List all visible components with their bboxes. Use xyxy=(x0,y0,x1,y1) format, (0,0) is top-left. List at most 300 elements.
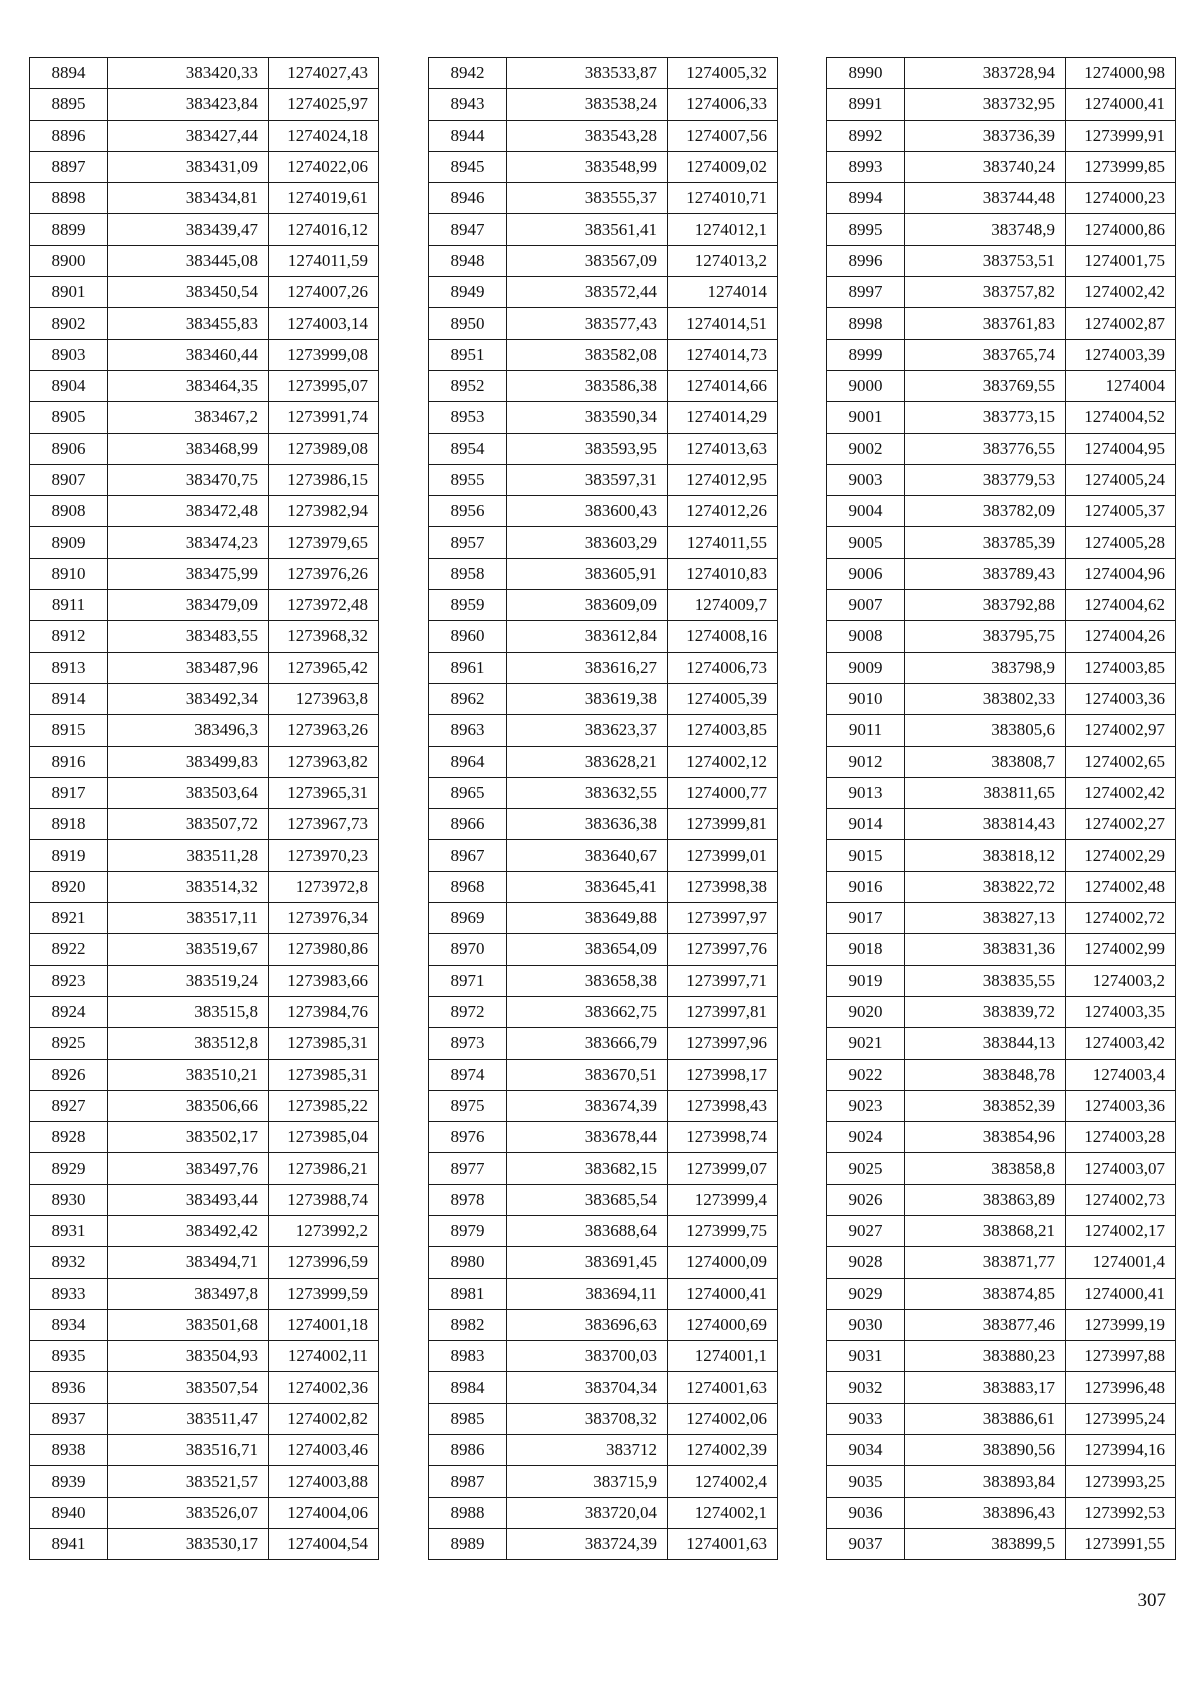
point-number-cell: 9005 xyxy=(827,527,905,558)
x-coordinate-cell: 383666,79 xyxy=(507,1028,668,1059)
table-row xyxy=(429,58,778,89)
y-coordinate-cell: 1274002,36 xyxy=(269,1372,379,1403)
table-row xyxy=(827,1372,1176,1403)
table-row xyxy=(827,1153,1176,1184)
y-coordinate-cell: 1274013,2 xyxy=(668,245,778,276)
y-coordinate-cell: 1274014,66 xyxy=(668,370,778,401)
point-number-cell: 8921 xyxy=(30,903,108,934)
point-number-cell: 8978 xyxy=(429,1184,507,1215)
x-coordinate-cell: 383854,96 xyxy=(905,1122,1066,1153)
point-number-cell: 9006 xyxy=(827,558,905,589)
x-coordinate-cell: 383499,83 xyxy=(108,746,269,777)
x-coordinate-cell: 383427,44 xyxy=(108,120,269,151)
point-number-cell: 8966 xyxy=(429,809,507,840)
table-row xyxy=(30,496,379,527)
point-number-cell: 9018 xyxy=(827,934,905,965)
point-number-cell: 8958 xyxy=(429,558,507,589)
x-coordinate-cell: 383785,39 xyxy=(905,527,1066,558)
point-number-cell: 8975 xyxy=(429,1090,507,1121)
point-number-cell: 8989 xyxy=(429,1528,507,1559)
table-row xyxy=(30,558,379,589)
table-row xyxy=(429,715,778,746)
x-coordinate-cell: 383805,6 xyxy=(905,715,1066,746)
y-coordinate-cell: 1273976,26 xyxy=(269,558,379,589)
table-row xyxy=(429,277,778,308)
x-coordinate-cell: 383728,94 xyxy=(905,58,1066,89)
x-coordinate-cell: 383835,55 xyxy=(905,965,1066,996)
y-coordinate-cell: 1273986,15 xyxy=(269,464,379,495)
y-coordinate-cell: 1273985,22 xyxy=(269,1090,379,1121)
x-coordinate-cell: 383561,41 xyxy=(507,214,668,245)
point-number-cell: 8939 xyxy=(30,1466,108,1497)
x-coordinate-cell: 383883,17 xyxy=(905,1372,1066,1403)
point-number-cell: 8968 xyxy=(429,871,507,902)
point-number-cell: 8907 xyxy=(30,464,108,495)
y-coordinate-cell: 1274005,37 xyxy=(1066,496,1176,527)
table-row xyxy=(429,1528,778,1559)
y-coordinate-cell: 1273972,48 xyxy=(269,590,379,621)
table-row xyxy=(429,996,778,1027)
table-row xyxy=(827,871,1176,902)
y-coordinate-cell: 1274012,1 xyxy=(668,214,778,245)
y-coordinate-cell: 1274002,11 xyxy=(269,1341,379,1372)
table-row xyxy=(827,1309,1176,1340)
point-number-cell: 8956 xyxy=(429,496,507,527)
point-number-cell: 9000 xyxy=(827,370,905,401)
y-coordinate-cell: 1274003,42 xyxy=(1066,1028,1176,1059)
y-coordinate-cell: 1273986,21 xyxy=(269,1153,379,1184)
table-row xyxy=(30,402,379,433)
y-coordinate-cell: 1274003,36 xyxy=(1066,683,1176,714)
y-coordinate-cell: 1273999,4 xyxy=(668,1184,778,1215)
x-coordinate-cell: 383533,87 xyxy=(507,58,668,89)
table-row xyxy=(429,1153,778,1184)
point-number-cell: 8974 xyxy=(429,1059,507,1090)
y-coordinate-cell: 1274000,09 xyxy=(668,1247,778,1278)
y-coordinate-cell: 1273999,19 xyxy=(1066,1309,1176,1340)
y-coordinate-cell: 1273999,07 xyxy=(668,1153,778,1184)
table-row xyxy=(827,683,1176,714)
table-row xyxy=(429,183,778,214)
point-number-cell: 9007 xyxy=(827,590,905,621)
table-row xyxy=(827,965,1176,996)
table-row xyxy=(827,496,1176,527)
point-number-cell: 8924 xyxy=(30,996,108,1027)
point-number-cell: 8914 xyxy=(30,683,108,714)
y-coordinate-cell: 1274005,32 xyxy=(668,58,778,89)
x-coordinate-cell: 383877,46 xyxy=(905,1309,1066,1340)
table-row xyxy=(827,1435,1176,1466)
y-coordinate-cell: 1274003,88 xyxy=(269,1466,379,1497)
point-number-cell: 8900 xyxy=(30,245,108,276)
y-coordinate-cell: 1273988,74 xyxy=(269,1184,379,1215)
table-row xyxy=(827,1497,1176,1528)
x-coordinate-cell: 383567,09 xyxy=(507,245,668,276)
table-row xyxy=(827,809,1176,840)
x-coordinate-cell: 383748,9 xyxy=(905,214,1066,245)
x-coordinate-cell: 383779,53 xyxy=(905,464,1066,495)
point-number-cell: 8952 xyxy=(429,370,507,401)
point-number-cell: 8986 xyxy=(429,1435,507,1466)
point-number-cell: 8980 xyxy=(429,1247,507,1278)
table-row xyxy=(30,809,379,840)
y-coordinate-cell: 1273963,82 xyxy=(269,746,379,777)
x-coordinate-cell: 383712 xyxy=(507,1435,668,1466)
x-coordinate-cell: 383507,72 xyxy=(108,809,269,840)
table-row xyxy=(827,1341,1176,1372)
x-coordinate-cell: 383623,37 xyxy=(507,715,668,746)
point-number-cell: 8960 xyxy=(429,621,507,652)
point-number-cell: 9033 xyxy=(827,1403,905,1434)
table-row xyxy=(827,402,1176,433)
table-row xyxy=(30,527,379,558)
point-number-cell: 8931 xyxy=(30,1215,108,1246)
y-coordinate-cell: 1273992,2 xyxy=(269,1215,379,1246)
table-row xyxy=(30,433,379,464)
y-coordinate-cell: 1274003,4 xyxy=(1066,1059,1176,1090)
table-row xyxy=(827,1059,1176,1090)
table-row xyxy=(30,89,379,120)
y-coordinate-cell: 1273992,53 xyxy=(1066,1497,1176,1528)
x-coordinate-cell: 383890,56 xyxy=(905,1435,1066,1466)
coordinates-table-3 xyxy=(826,57,1176,1560)
y-coordinate-cell: 1274001,75 xyxy=(1066,245,1176,276)
point-number-cell: 8908 xyxy=(30,496,108,527)
point-number-cell: 8962 xyxy=(429,683,507,714)
table-row xyxy=(429,496,778,527)
y-coordinate-cell: 1274002,99 xyxy=(1066,934,1176,965)
table-row xyxy=(429,1215,778,1246)
x-coordinate-cell: 383497,8 xyxy=(108,1278,269,1309)
table-row xyxy=(30,1028,379,1059)
table-row xyxy=(429,245,778,276)
x-coordinate-cell: 383515,8 xyxy=(108,996,269,1027)
y-coordinate-cell: 1274006,33 xyxy=(668,89,778,120)
y-coordinate-cell: 1274004 xyxy=(1066,370,1176,401)
x-coordinate-cell: 383431,09 xyxy=(108,151,269,182)
x-coordinate-cell: 383519,67 xyxy=(108,934,269,965)
x-coordinate-cell: 383674,39 xyxy=(507,1090,668,1121)
point-number-cell: 8936 xyxy=(30,1372,108,1403)
y-coordinate-cell: 1274003,46 xyxy=(269,1435,379,1466)
table-row xyxy=(429,903,778,934)
x-coordinate-cell: 383450,54 xyxy=(108,277,269,308)
x-coordinate-cell: 383616,27 xyxy=(507,652,668,683)
table-row xyxy=(429,214,778,245)
x-coordinate-cell: 383582,08 xyxy=(507,339,668,370)
x-coordinate-cell: 383818,12 xyxy=(905,840,1066,871)
point-number-cell: 8996 xyxy=(827,245,905,276)
point-number-cell: 8938 xyxy=(30,1435,108,1466)
y-coordinate-cell: 1273985,31 xyxy=(269,1059,379,1090)
table-row xyxy=(429,840,778,871)
point-number-cell: 8937 xyxy=(30,1403,108,1434)
table-row xyxy=(827,277,1176,308)
x-coordinate-cell: 383636,38 xyxy=(507,809,668,840)
y-coordinate-cell: 1274011,59 xyxy=(269,245,379,276)
point-number-cell: 8894 xyxy=(30,58,108,89)
point-number-cell: 8963 xyxy=(429,715,507,746)
point-number-cell: 8911 xyxy=(30,590,108,621)
x-coordinate-cell: 383474,23 xyxy=(108,527,269,558)
x-coordinate-cell: 383694,11 xyxy=(507,1278,668,1309)
point-number-cell: 8927 xyxy=(30,1090,108,1121)
y-coordinate-cell: 1274014,51 xyxy=(668,308,778,339)
x-coordinate-cell: 383434,81 xyxy=(108,183,269,214)
point-number-cell: 8949 xyxy=(429,277,507,308)
y-coordinate-cell: 1273970,23 xyxy=(269,840,379,871)
y-coordinate-cell: 1274000,41 xyxy=(668,1278,778,1309)
table-row xyxy=(30,996,379,1027)
y-coordinate-cell: 1273982,94 xyxy=(269,496,379,527)
point-number-cell: 8973 xyxy=(429,1028,507,1059)
x-coordinate-cell: 383678,44 xyxy=(507,1122,668,1153)
y-coordinate-cell: 1273965,31 xyxy=(269,777,379,808)
table-row xyxy=(429,433,778,464)
x-coordinate-cell: 383526,07 xyxy=(108,1497,269,1528)
table-row xyxy=(827,433,1176,464)
table-row xyxy=(30,1184,379,1215)
table-row xyxy=(30,1341,379,1372)
table-row xyxy=(429,683,778,714)
x-coordinate-cell: 383696,63 xyxy=(507,1309,668,1340)
x-coordinate-cell: 383765,74 xyxy=(905,339,1066,370)
y-coordinate-cell: 1274025,97 xyxy=(269,89,379,120)
x-coordinate-cell: 383839,72 xyxy=(905,996,1066,1027)
point-number-cell: 8970 xyxy=(429,934,507,965)
y-coordinate-cell: 1274004,06 xyxy=(269,1497,379,1528)
point-number-cell: 8925 xyxy=(30,1028,108,1059)
table-row xyxy=(429,965,778,996)
x-coordinate-cell: 383439,47 xyxy=(108,214,269,245)
table-row xyxy=(827,934,1176,965)
point-number-cell: 8906 xyxy=(30,433,108,464)
table-row xyxy=(429,1059,778,1090)
x-coordinate-cell: 383662,75 xyxy=(507,996,668,1027)
x-coordinate-cell: 383744,48 xyxy=(905,183,1066,214)
point-number-cell: 8993 xyxy=(827,151,905,182)
y-coordinate-cell: 1273976,34 xyxy=(269,903,379,934)
x-coordinate-cell: 383802,33 xyxy=(905,683,1066,714)
y-coordinate-cell: 1274002,06 xyxy=(668,1403,778,1434)
table-row xyxy=(429,871,778,902)
y-coordinate-cell: 1273967,73 xyxy=(269,809,379,840)
y-coordinate-cell: 1274001,1 xyxy=(668,1341,778,1372)
x-coordinate-cell: 383470,75 xyxy=(108,464,269,495)
x-coordinate-cell: 383782,09 xyxy=(905,496,1066,527)
x-coordinate-cell: 383464,35 xyxy=(108,370,269,401)
point-number-cell: 8913 xyxy=(30,652,108,683)
point-number-cell: 8920 xyxy=(30,871,108,902)
x-coordinate-cell: 383880,23 xyxy=(905,1341,1066,1372)
y-coordinate-cell: 1274002,1 xyxy=(668,1497,778,1528)
y-coordinate-cell: 1273979,65 xyxy=(269,527,379,558)
x-coordinate-cell: 383496,3 xyxy=(108,715,269,746)
x-coordinate-cell: 383811,65 xyxy=(905,777,1066,808)
point-number-cell: 8941 xyxy=(30,1528,108,1559)
x-coordinate-cell: 383512,8 xyxy=(108,1028,269,1059)
point-number-cell: 8917 xyxy=(30,777,108,808)
x-coordinate-cell: 383506,66 xyxy=(108,1090,269,1121)
y-coordinate-cell: 1273999,08 xyxy=(269,339,379,370)
table-row xyxy=(429,1341,778,1372)
point-number-cell: 9028 xyxy=(827,1247,905,1278)
y-coordinate-cell: 1273996,59 xyxy=(269,1247,379,1278)
x-coordinate-cell: 383886,61 xyxy=(905,1403,1066,1434)
table-row xyxy=(827,590,1176,621)
y-coordinate-cell: 1274000,23 xyxy=(1066,183,1176,214)
table-row xyxy=(30,746,379,777)
point-number-cell: 8905 xyxy=(30,402,108,433)
point-number-cell: 8981 xyxy=(429,1278,507,1309)
table-row xyxy=(429,1403,778,1434)
table-row xyxy=(827,214,1176,245)
y-coordinate-cell: 1274002,17 xyxy=(1066,1215,1176,1246)
y-coordinate-cell: 1274002,42 xyxy=(1066,777,1176,808)
table-row xyxy=(827,1247,1176,1278)
y-coordinate-cell: 1273980,86 xyxy=(269,934,379,965)
x-coordinate-cell: 383548,99 xyxy=(507,151,668,182)
y-coordinate-cell: 1273997,88 xyxy=(1066,1341,1176,1372)
table-row xyxy=(30,1309,379,1340)
x-coordinate-cell: 383519,24 xyxy=(108,965,269,996)
point-number-cell: 8942 xyxy=(429,58,507,89)
point-number-cell: 8990 xyxy=(827,58,905,89)
x-coordinate-cell: 383720,04 xyxy=(507,1497,668,1528)
y-coordinate-cell: 1274003,85 xyxy=(668,715,778,746)
table-row xyxy=(827,464,1176,495)
x-coordinate-cell: 383609,09 xyxy=(507,590,668,621)
point-number-cell: 8901 xyxy=(30,277,108,308)
table-row xyxy=(827,1028,1176,1059)
y-coordinate-cell: 1273999,01 xyxy=(668,840,778,871)
x-coordinate-cell: 383483,55 xyxy=(108,621,269,652)
point-number-cell: 9034 xyxy=(827,1435,905,1466)
y-coordinate-cell: 1273999,81 xyxy=(668,809,778,840)
table-row xyxy=(30,965,379,996)
table-row xyxy=(429,746,778,777)
y-coordinate-cell: 1273998,74 xyxy=(668,1122,778,1153)
table-row xyxy=(30,1403,379,1434)
point-number-cell: 9019 xyxy=(827,965,905,996)
x-coordinate-cell: 383475,99 xyxy=(108,558,269,589)
x-coordinate-cell: 383761,83 xyxy=(905,308,1066,339)
x-coordinate-cell: 383740,24 xyxy=(905,151,1066,182)
x-coordinate-cell: 383472,48 xyxy=(108,496,269,527)
point-number-cell: 9014 xyxy=(827,809,905,840)
x-coordinate-cell: 383798,9 xyxy=(905,652,1066,683)
table-row xyxy=(429,777,778,808)
x-coordinate-cell: 383494,71 xyxy=(108,1247,269,1278)
point-number-cell: 8918 xyxy=(30,809,108,840)
point-number-cell: 8928 xyxy=(30,1122,108,1153)
table-row xyxy=(429,339,778,370)
table-row xyxy=(30,1059,379,1090)
point-number-cell: 8902 xyxy=(30,308,108,339)
table-row xyxy=(429,590,778,621)
table-row xyxy=(30,277,379,308)
y-coordinate-cell: 1273999,75 xyxy=(668,1215,778,1246)
table-row xyxy=(827,308,1176,339)
point-number-cell: 9027 xyxy=(827,1215,905,1246)
table-row xyxy=(827,1122,1176,1153)
y-coordinate-cell: 1273999,85 xyxy=(1066,151,1176,182)
point-number-cell: 8979 xyxy=(429,1215,507,1246)
y-coordinate-cell: 1274002,42 xyxy=(1066,277,1176,308)
table-row xyxy=(30,1497,379,1528)
y-coordinate-cell: 1273984,76 xyxy=(269,996,379,1027)
point-number-cell: 9032 xyxy=(827,1372,905,1403)
x-coordinate-cell: 383497,76 xyxy=(108,1153,269,1184)
table-row xyxy=(30,903,379,934)
y-coordinate-cell: 1274000,86 xyxy=(1066,214,1176,245)
y-coordinate-cell: 1274010,71 xyxy=(668,183,778,214)
table-row xyxy=(30,1528,379,1559)
table-row xyxy=(30,120,379,151)
table-row xyxy=(30,183,379,214)
table-row xyxy=(30,777,379,808)
x-coordinate-cell: 383502,17 xyxy=(108,1122,269,1153)
table-row xyxy=(827,1528,1176,1559)
x-coordinate-cell: 383455,83 xyxy=(108,308,269,339)
y-coordinate-cell: 1274002,39 xyxy=(668,1435,778,1466)
table-row xyxy=(30,590,379,621)
table-row xyxy=(429,1184,778,1215)
y-coordinate-cell: 1274003,36 xyxy=(1066,1090,1176,1121)
table-row xyxy=(30,1122,379,1153)
y-coordinate-cell: 1273997,81 xyxy=(668,996,778,1027)
table-row xyxy=(30,339,379,370)
x-coordinate-cell: 383468,99 xyxy=(108,433,269,464)
x-coordinate-cell: 383555,37 xyxy=(507,183,668,214)
y-coordinate-cell: 1273999,59 xyxy=(269,1278,379,1309)
table-row xyxy=(429,402,778,433)
point-number-cell: 8923 xyxy=(30,965,108,996)
point-number-cell: 8991 xyxy=(827,89,905,120)
x-coordinate-cell: 383688,64 xyxy=(507,1215,668,1246)
x-coordinate-cell: 383899,5 xyxy=(905,1528,1066,1559)
table-row xyxy=(429,89,778,120)
point-number-cell: 8933 xyxy=(30,1278,108,1309)
point-number-cell: 8948 xyxy=(429,245,507,276)
y-coordinate-cell: 1274024,18 xyxy=(269,120,379,151)
x-coordinate-cell: 383493,44 xyxy=(108,1184,269,1215)
point-number-cell: 9013 xyxy=(827,777,905,808)
point-number-cell: 8930 xyxy=(30,1184,108,1215)
y-coordinate-cell: 1274000,77 xyxy=(668,777,778,808)
y-coordinate-cell: 1273994,16 xyxy=(1066,1435,1176,1466)
table-row xyxy=(827,58,1176,89)
y-coordinate-cell: 1273991,74 xyxy=(269,402,379,433)
table-row xyxy=(429,1028,778,1059)
x-coordinate-cell: 383670,51 xyxy=(507,1059,668,1090)
table-row xyxy=(30,1247,379,1278)
point-number-cell: 9010 xyxy=(827,683,905,714)
y-coordinate-cell: 1274000,41 xyxy=(1066,89,1176,120)
point-number-cell: 9002 xyxy=(827,433,905,464)
x-coordinate-cell: 383831,36 xyxy=(905,934,1066,965)
y-coordinate-cell: 1273968,32 xyxy=(269,621,379,652)
table-row xyxy=(429,151,778,182)
y-coordinate-cell: 1274016,12 xyxy=(269,214,379,245)
y-coordinate-cell: 1274022,06 xyxy=(269,151,379,182)
table-row xyxy=(429,1435,778,1466)
y-coordinate-cell: 1274002,87 xyxy=(1066,308,1176,339)
table-row xyxy=(827,1278,1176,1309)
x-coordinate-cell: 383511,47 xyxy=(108,1403,269,1434)
point-number-cell: 9012 xyxy=(827,746,905,777)
x-coordinate-cell: 383704,34 xyxy=(507,1372,668,1403)
